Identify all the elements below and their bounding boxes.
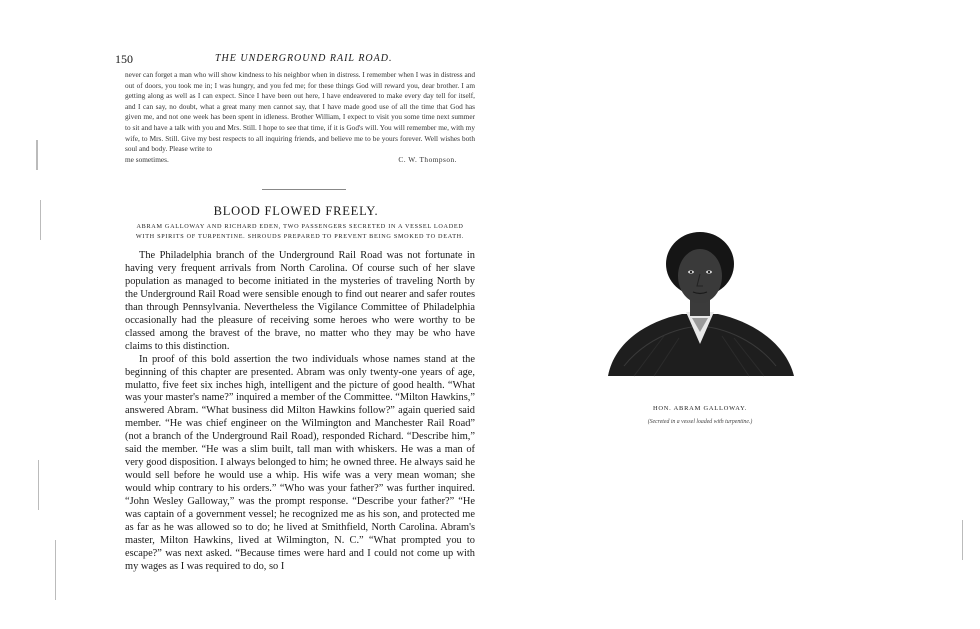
scan-margin-mark [38,460,39,510]
scan-margin-mark [36,140,38,170]
section-divider [262,189,346,190]
portrait-illustration [604,226,796,384]
section-title: BLOOD FLOWED FREELY. [213,204,379,218]
portrait-engraving [604,226,796,384]
letter-signature-row [125,155,475,166]
letter-closing: me sometimes. [125,154,169,164]
running-head [115,52,477,68]
body-paragraph-2: In proof of this bold assertion the two individuals whose names stand at the beginning of this chapter are presented. Abram was only twenty-one years of age, mulatto, five feet six inches high, intelligent and the picture of good health. “What was your master's name?” inquired a member of the Committee. “Milton Hawkins,” answered Abram. “What business did Milton Hawkins follow?” again queried said member. “He was chief engineer on the Wilmington and Manchester Rail Road” (not a branch of the Underground Rail Road), responded Richard. “Describe him,” said the member. “He was a slim built, tall man with whiskers. He was a man of very good disposition. I always belonged to him; he owned three. He always said he would sell before he would use a whip. His wife was a very mean woman; she would whip contrary to his orders.” “Who was your father?” was further inquired. “John Wesley Galloway,” was the prompt response. “Describe your father?” “He was captain of a government vessel; he recognized me as his son, and protected me as far as he was allowed so to do; he lived at Smithfield, North Carolina. Abram's master, Milton Hawkins, lived at Wilmington, N. C.” “What prompted you to escape?” was next asked. “Because times were hard and I could not come up with my wages as I was required to do, so I [125,353,475,572]
letter-signature: C. W. Thompson. [398,154,457,164]
letter-text: never can forget a man who will show kindness to his neighbor when in distress. I remember when I was in distress and out of doors, you took me in; I was hungry, and you fed me; for these things God will reward you, dear brother. I am getting along as well as I can expect. Since I have been out here, I have endeavered to make every day tell for itself, and I can say, no doubt, what a great many men cannot say, that I have made good use of all the time that God has given me, and not one week has been spent in idleness. Brother William, I expect to visit you some time next summer to sit and have a talk with you and Mrs. Still. I hope to see that time, if it is God's will. You will remember me, with my wife, to Mrs. Still. Give my best respects to all inquiring friends, and believe me to be yours forever. Well wishes both soul and body. Please write to [125,70,475,154]
portrait-caption: HON. ABRAM GALLOWAY. [652,405,748,412]
scan-margin-mark [55,540,56,600]
scan-margin-mark [962,520,963,560]
book-page [115,52,477,612]
body-paragraph-1: The Philadelphia branch of the Underground Rail Road was not fortunate in having very frequent arrivals from North Carolina. Of course such of her slave population as managed to become initiated in the mysteries of traveling North by the Underground Rail Road were sensible enough to find out nearer and safer routes than through Pennsylvania. Nevertheless the Vigilance Committee of Philadelphia occasionally had the pleasure of receiving some heroes who were worthy to be classed among the bravest of the brave, no matter who they may be who have claims to this distinction. [125,250,475,352]
running-title: THE UNDERGROUND RAIL ROAD. [215,53,393,64]
chapter-body [125,250,475,574]
page-number: 150 [115,52,133,66]
section-subtitle: ABRAM GALLOWAY AND RICHARD EDEN, TWO PASSENGERS SECRETED IN A VESSEL LOADED WITH SPIRITS OF TURPENTINE. SHROUDS PREPARED TO PREVENT BEING SMOKED TO DEATH. [135,223,465,240]
scan-margin-mark [40,200,41,240]
portrait-subcaption: (Secreted in a vessel loaded with turpentine.) [647,419,753,425]
letter-excerpt [125,70,475,166]
